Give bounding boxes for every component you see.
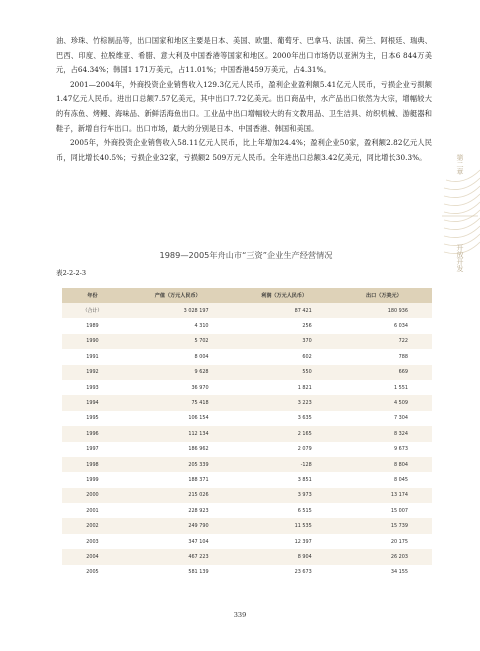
cell-export: 7 304 — [336, 411, 432, 426]
section-label: 开放开发 — [456, 244, 464, 272]
cell-export: 9 673 — [336, 442, 432, 457]
cell-year: 1991 — [62, 349, 123, 364]
cell-output: 186 962 — [123, 442, 233, 457]
cell-export: 1 551 — [336, 380, 432, 395]
paragraph-2: 2001—2004年，外商投资企业销售收入129.3亿元人民币，盈利企业盈利额5.41亿元人民币，亏损企业亏损额1.47亿元人民币。进出口总额7.57亿美元，其中出口7.72亿美元。出口商品中，水产品出口依然为大宗，增幅较大的有冻鱼、烤鳗、海味品、新鲜活海鱼出口。工业品中出口增幅较大的有文教用品、卫生洁具、纺织机械、游艇器和鞋子，新增自行车出口。出口市场，最大的分别是日本、中国香港、韩国和美国。 — [56, 79, 432, 133]
table-row — [62, 349, 432, 364]
paragraph-3: 2005年，外商投资企业销售收入58.11亿元人民币，比上年增加24.4%；盈利企业50家，盈利额2.82亿元人民币，同比增长40.5%；亏损企业32家，亏损额2 509万元人民币。全年进出口总额3.42亿美元，同比增长30.3%。 — [56, 138, 432, 162]
cell-year: 1995 — [62, 411, 123, 426]
table-row — [62, 334, 432, 349]
cell-output: 188 371 — [123, 472, 233, 487]
page-number: 339 — [233, 611, 247, 619]
cell-year: 1992 — [62, 365, 123, 380]
table-row — [62, 457, 432, 472]
table-row — [62, 426, 432, 441]
cell-profit: 6 515 — [233, 503, 336, 518]
table-row — [62, 534, 432, 549]
cell-year: 1993 — [62, 380, 123, 395]
cell-year: （合计） — [62, 303, 123, 318]
cell-export: 20 175 — [336, 534, 432, 549]
cell-output: 205 339 — [123, 457, 233, 472]
cell-profit: 11 535 — [233, 518, 336, 533]
cell-profit: 8 904 — [233, 549, 336, 564]
table-number: 表2-2-2-3 — [56, 269, 87, 277]
cell-export: 15 739 — [336, 518, 432, 533]
body-text — [56, 34, 432, 165]
cell-export: 669 — [336, 365, 432, 380]
cell-export: 26 203 — [336, 549, 432, 564]
cell-output: 215 026 — [123, 488, 233, 503]
table-row — [62, 565, 432, 580]
cell-output: 36 970 — [123, 380, 233, 395]
cell-profit: 87 421 — [233, 303, 336, 318]
cell-output: 106 154 — [123, 411, 233, 426]
cell-profit: 12 397 — [233, 534, 336, 549]
cell-export: 722 — [336, 334, 432, 349]
cell-year: 2003 — [62, 534, 123, 549]
cell-profit: 3 973 — [233, 488, 336, 503]
table-row — [62, 318, 432, 333]
cell-year: 1996 — [62, 426, 123, 441]
cell-profit: 256 — [233, 318, 336, 333]
cell-output: 249 790 — [123, 518, 233, 533]
cell-output: 75 418 — [123, 395, 233, 410]
cell-profit: 370 — [233, 334, 336, 349]
table-row — [62, 442, 432, 457]
paragraph-1: 油、珍珠、竹棕制品等，出口国家和地区主要是日本、美国、欧盟、葡萄牙、巴拿马、法国、荷兰、阿根廷、瑞典、巴西、印度、拉脱维亚、希腊、意大利及中国香港等国家和地区。2000年出口市场仍以亚洲为主，日本6 844万美元，占64.34%；韩国1 171万美元，占11.01%；中国香港459万美元，占4.31%。 — [56, 36, 432, 75]
header-year: 年份 — [62, 288, 123, 303]
table-row — [62, 303, 432, 318]
table-row — [62, 503, 432, 518]
table-title: 1989—2005年舟山市“三资”企业生产经营情况 — [159, 250, 333, 260]
cell-export: 6 034 — [336, 318, 432, 333]
table-header-row — [62, 288, 432, 303]
table-row — [62, 518, 432, 533]
cell-profit: -128 — [233, 457, 336, 472]
cell-profit: 3 851 — [233, 472, 336, 487]
cell-year: 2005 — [62, 565, 123, 580]
cell-year: 1998 — [62, 457, 123, 472]
cell-export: 8 804 — [336, 457, 432, 472]
table-row — [62, 549, 432, 564]
cell-year: 1997 — [62, 442, 123, 457]
cell-year: 1989 — [62, 318, 123, 333]
cell-output: 8 004 — [123, 349, 233, 364]
header-profit: 利润（万元人民币） — [233, 288, 336, 303]
cell-year: 2000 — [62, 488, 123, 503]
cell-profit: 3 223 — [233, 395, 336, 410]
cell-profit: 602 — [233, 349, 336, 364]
header-export: 出口（万美元） — [336, 288, 432, 303]
cell-year: 2004 — [62, 549, 123, 564]
table-row — [62, 411, 432, 426]
cell-year: 1994 — [62, 395, 123, 410]
table-row — [62, 472, 432, 487]
cell-output: 5 702 — [123, 334, 233, 349]
cell-export: 8 045 — [336, 472, 432, 487]
cell-profit: 23 673 — [233, 565, 336, 580]
cell-year: 2001 — [62, 503, 123, 518]
cell-output: 3 028 197 — [123, 303, 233, 318]
cell-output: 347 104 — [123, 534, 233, 549]
cell-year: 2002 — [62, 518, 123, 533]
cell-profit: 3 635 — [233, 411, 336, 426]
table-row — [62, 380, 432, 395]
table-row — [62, 395, 432, 410]
cell-output: 467 223 — [123, 549, 233, 564]
cell-output: 228 923 — [123, 503, 233, 518]
cell-profit: 2 165 — [233, 426, 336, 441]
cell-year: 1999 — [62, 472, 123, 487]
cell-export: 34 155 — [336, 565, 432, 580]
cell-output: 4 310 — [123, 318, 233, 333]
table-row — [62, 365, 432, 380]
cell-profit: 550 — [233, 365, 336, 380]
cell-export: 788 — [336, 349, 432, 364]
chapter-label: 第二章 — [456, 154, 464, 175]
cell-export: 15 007 — [336, 503, 432, 518]
cell-output: 9 628 — [123, 365, 233, 380]
table-row — [62, 488, 432, 503]
cell-profit: 1 821 — [233, 380, 336, 395]
cell-output: 112 134 — [123, 426, 233, 441]
cell-output: 581 139 — [123, 565, 233, 580]
cell-export: 180 936 — [336, 303, 432, 318]
header-output: 产值（万元人民币） — [123, 288, 233, 303]
cell-export: 4 509 — [336, 395, 432, 410]
cell-export: 13 174 — [336, 488, 432, 503]
cell-profit: 2 079 — [233, 442, 336, 457]
cell-export: 8 324 — [336, 426, 432, 441]
data-table — [62, 288, 432, 580]
cell-year: 1990 — [62, 334, 123, 349]
